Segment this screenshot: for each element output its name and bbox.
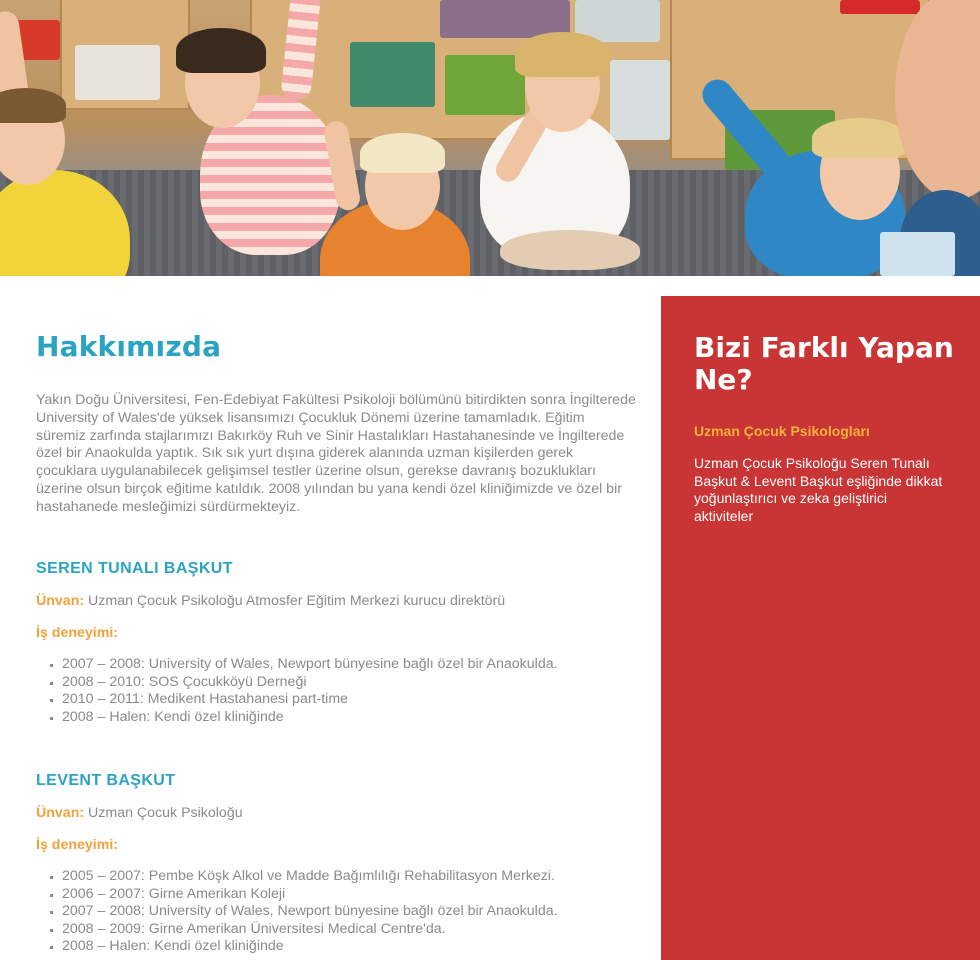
list-item: ▪ 2008 – 2010: SOS Çocukköyü Derneği <box>62 674 558 692</box>
sidebar-panel <box>661 296 980 960</box>
list-item: ▪ 2007 – 2008: University of Wales, Newport bünyesine bağlı özel bir Anaokulda. <box>62 656 558 674</box>
sidebar-text: Uzman Çocuk Psikoloğu Seren Tunalı Başkut & Levent Başkut eşliğinde dikkat yoğunlaştırıcı ve zeka geliştirici aktiviteler <box>694 455 943 524</box>
list-item: ▪ 2008 – 2009: Girne Amerikan Üniversitesi Medical Centre'da. <box>62 921 558 939</box>
list-item: ▪ 2005 – 2007: Pembe Köşk Alkol ve Madde Bağımlılığı Rehabilitasyon Merkezi. <box>62 868 558 886</box>
sidebar-title: Bizi Farklı Yapan Ne? <box>694 331 954 396</box>
about-intro-paragraph: Yakın Doğu Üniversitesi, Fen-Edebiyat Fakültesi Psikoloji bölümünü bitirdikten sonra İngilterede University of Wales'de yüksek lisansımızı Çocukluk Dönemi üzerine tamamladık. Eğitim süremiz zarfında stajlarımızı Bakırköy Ruh ve Sinir Hastalıkları Hastahanesinde ve İngilterede özel bir Anaokulda yaptık. Sık sık yurt dışına giderek alanında uzman kişilerden gerek çocuklara uygulanabilecek gelişimsel testler üzerine olsun, gerekse davranış bozuklukları üzerine olsun birçok eğitime katıldık. 2008 yılından bu yana kendi özel kliniğimizde ve özel bir hastahanede mesleğimizi sürdürmekteyiz. <box>36 392 636 515</box>
flash-card <box>880 232 955 276</box>
child-hair <box>812 118 907 158</box>
title-value: Uzman Çocuk Psikoloğu Atmosfer Eğitim Merkezi kurucu direktörü <box>88 593 506 609</box>
list-item: ▪ 2008 – Halen: Kendi özel kliniğinde <box>62 938 558 956</box>
child-hair <box>360 133 445 173</box>
title-label: Ünvan: <box>36 805 85 821</box>
experience-heading: İş deneyimi: <box>36 837 119 853</box>
toy-truck <box>75 45 160 100</box>
person-name-levent: LEVENT BAŞKUT <box>36 772 176 789</box>
experience-list <box>36 868 558 956</box>
person-title-line <box>36 805 243 821</box>
page-title: Hakkımızda <box>36 330 222 363</box>
person-title-line <box>36 593 505 609</box>
title-label: Ünvan: <box>36 593 85 609</box>
list-item: ▪ 2007 – 2008: University of Wales, Newport bünyesine bağlı özel bir Anaokulda. <box>62 903 558 921</box>
experience-list <box>36 656 558 726</box>
list-item: ▪ 2010 – 2011: Medikent Hastahanesi part-time <box>62 691 558 709</box>
title-value: Uzman Çocuk Psikoloğu <box>88 805 243 821</box>
person-name-seren: SEREN TUNALI BAŞKUT <box>36 560 233 577</box>
child-hair <box>176 28 266 73</box>
hero-image-children-classroom <box>0 0 980 276</box>
list-item: ▪ 2008 – Halen: Kendi özel kliniğinde <box>62 709 558 727</box>
toy-bin <box>610 60 670 140</box>
toy-bin <box>840 0 920 14</box>
list-item: ▪ 2006 – 2007: Girne Amerikan Koleji <box>62 886 558 904</box>
toy-bin <box>350 42 435 107</box>
child-legs <box>500 230 640 270</box>
child-hair <box>515 32 610 77</box>
toy-bin <box>445 55 525 115</box>
sidebar-subtitle: Uzman Çocuk Psikologları <box>694 423 870 439</box>
experience-heading: İş deneyimi: <box>36 625 119 641</box>
child-hair <box>0 88 66 123</box>
